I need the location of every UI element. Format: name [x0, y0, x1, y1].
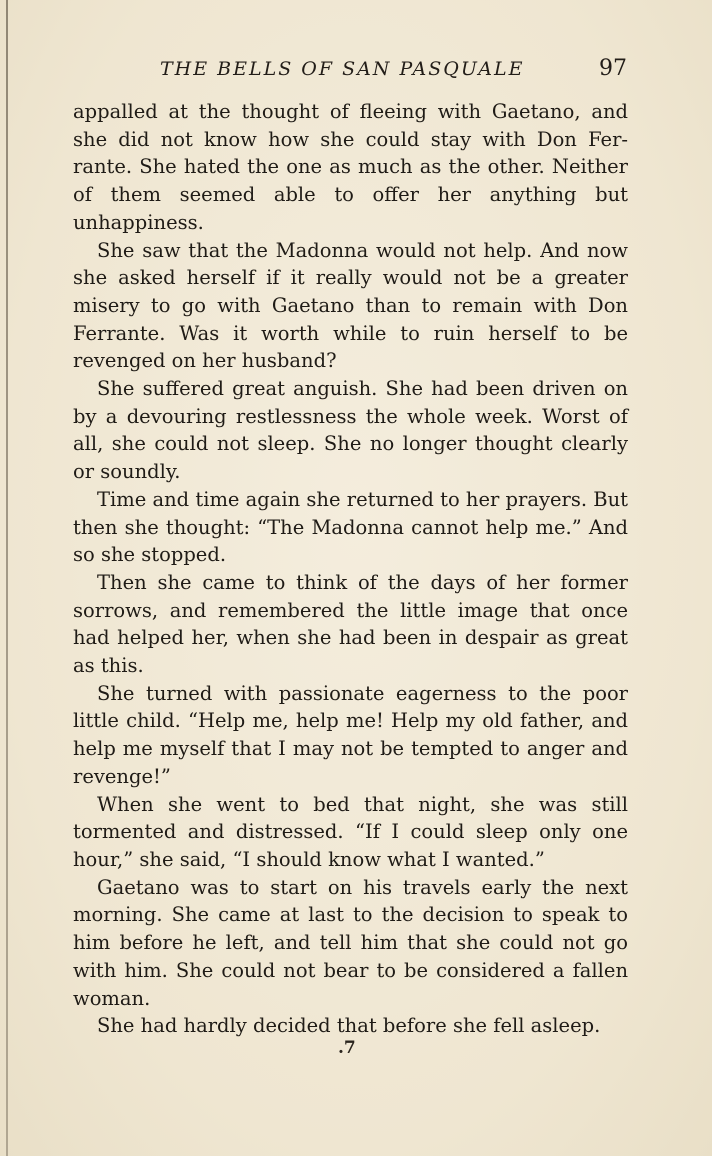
paragraph: She turned with passionate eagerness to the poor little child. “Help me, help me! Help my old father, and help me myself that I may not be tempted to anger and revenge!” — [73, 681, 628, 788]
body-text — [73, 98, 628, 1040]
paragraph: appalled at the thought of fleeing with Gaetano, and she did not know how she could stay with Don Ferrante. She hated the one as much as the other. Neither of them seemed able to offer her anything but unhappiness. — [73, 100, 628, 234]
signature-mark: .7 — [338, 1038, 356, 1058]
paragraph: She saw that the Madonna would not help. And now she asked herself if it really would not be a greater misery to go with Gaetano than to remain with Don Ferrante. Was it worth while to ruin herself to be revenged on her husband? — [73, 238, 628, 373]
paragraph: Gaetano was to start on his travels early the next morning. She came at last to the decision to speak to him before he left, and tell him that she could not go with him. She could not bear to be considered a fallen woman. — [73, 875, 628, 1010]
paragraph: Time and time again she returned to her prayers. But then she thought: “The Madonna cannot help me.” And so she stopped. — [73, 487, 628, 567]
page-edge-shadow — [6, 0, 8, 1156]
running-title: THE BELLS OF SAN PASQUALE — [160, 58, 525, 80]
paragraph: She had hardly decided that before she fell asleep. — [97, 1014, 601, 1038]
paragraph: Then she came to think of the days of her former sorrows, and remembered the little image that once had helped her, when she had been in despair as great as this. — [73, 570, 628, 678]
paragraph: She suffered great anguish. She had been driven on by a devouring restlessness the whole week. Worst of all, she could not sleep. She no longer thought clearly or soundly. — [73, 377, 628, 484]
page-number: 97 — [599, 56, 627, 81]
paragraph: When she went to bed that night, she was still tormented and distressed. “If I could sleep only one hour,” she said, “I should know what I wanted.” — [73, 792, 628, 871]
